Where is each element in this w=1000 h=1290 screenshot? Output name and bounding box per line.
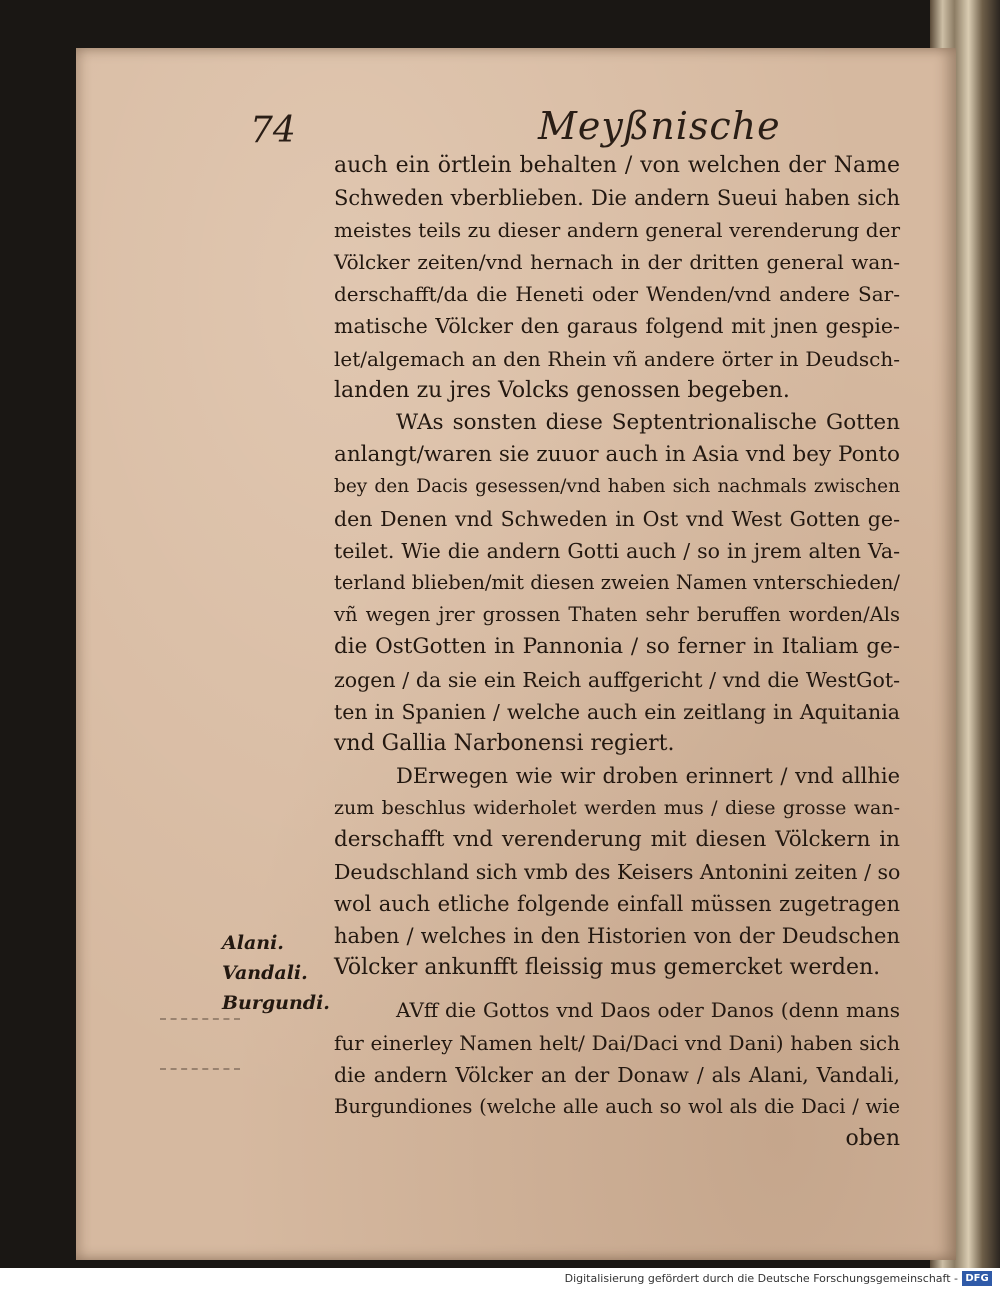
text-line: terland blieben/mit diesen zweien Namen vnterschieden/ (334, 571, 900, 595)
marginal-note: Burgundi. (222, 992, 330, 1014)
text-line: ten in Spanien / welche auch ein zeitlang in Aquitania (334, 699, 900, 724)
text-line: Deudschland sich vmb des Keisers Antonini zeiten / so (334, 860, 901, 885)
margin-dash (160, 1068, 240, 1070)
text-line: derschafft vnd verenderung mit diesen Völckern in (334, 826, 900, 852)
marginal-note: Vandali. (222, 962, 308, 984)
text-line: vñ wegen jrer grossen Thaten sehr beruffen worden/Als (334, 603, 900, 627)
text-line: landen zu jres Volcks genossen begeben. (334, 377, 790, 403)
text-line: den Denen vnd Schweden in Ost vnd West Gotten ge- (334, 507, 900, 532)
page-number: 74 (250, 110, 296, 151)
text-line: let/algemach an den Rhein vñ andere örter in Deudsch- (334, 346, 900, 371)
margin-dash (160, 1018, 240, 1020)
text-line: wol auch etliche folgende einfall müssen zugetragen (334, 892, 900, 917)
footer-bar (0, 1268, 1000, 1290)
marginal-note: Alani. (222, 932, 284, 954)
text-line: derschafft/da die Heneti oder Wenden/vnd andere Sar- (334, 282, 900, 307)
text-line: meistes teils zu dieser andern general verenderung der (334, 218, 900, 243)
text-line: DErwegen wie wir droben erinnert / vnd allhie (396, 763, 900, 788)
text-line: WAs sonsten diese Septentrionalische Gotten (396, 409, 900, 435)
text-line: anlangt/waren sie zuuor auch in Asia vnd bey Ponto (334, 441, 900, 467)
text-line: oben (845, 1125, 900, 1151)
body-text (334, 150, 900, 1155)
text-line: auch ein örtlein behalten / von welchen der Name (334, 153, 900, 178)
text-line: Völcker ankunfft fleissig mus gemercket werden. (334, 955, 881, 981)
text-line: teilet. Wie die andern Gotti auch / so in jrem alten Va- (334, 539, 900, 564)
text-line: matische Völcker den garaus folgend mit jnen gespie- (334, 314, 900, 339)
funding-credit: Digitalisierung gefördert durch die Deutsche Forschungsgemeinschaft - (564, 1272, 958, 1285)
dfg-logo-icon: DFG (962, 1271, 992, 1286)
text-line: die OstGotten in Pannonia / so ferner in Italiam ge- (334, 634, 900, 660)
text-line: AVff die Gottos vnd Daos oder Danos (denn mans (396, 998, 900, 1023)
marginal-notes (222, 928, 332, 1018)
text-line: haben / welches in den Historien von der Deudschen (334, 924, 900, 949)
text-line: Burgundiones (welche alle auch so wol als die Daci / wie (334, 1094, 900, 1118)
text-line: die andern Völcker an der Donaw / als Alani, Vandali, (334, 1062, 900, 1087)
text-line: zum beschlus widerholet werden mus / diese grosse wan- (334, 796, 900, 819)
text-line: Schweden vberblieben. Die andern Sueui haben sich (334, 186, 900, 211)
text-line: Völcker zeiten/vnd hernach in der dritten general wan- (334, 250, 900, 275)
running-head: Meyßnische (538, 104, 781, 148)
text-line: fur einerley Namen helt/ Dai/Daci vnd Dani) haben sich (334, 1030, 900, 1055)
text-line: zogen / da sie ein Reich auffgericht / vnd die WestGot- (334, 667, 900, 692)
text-line: vnd Gallia Narbonensi regiert. (334, 730, 675, 756)
text-line: bey den Dacis gesessen/vnd haben sich nachmals zwischen (334, 475, 900, 497)
